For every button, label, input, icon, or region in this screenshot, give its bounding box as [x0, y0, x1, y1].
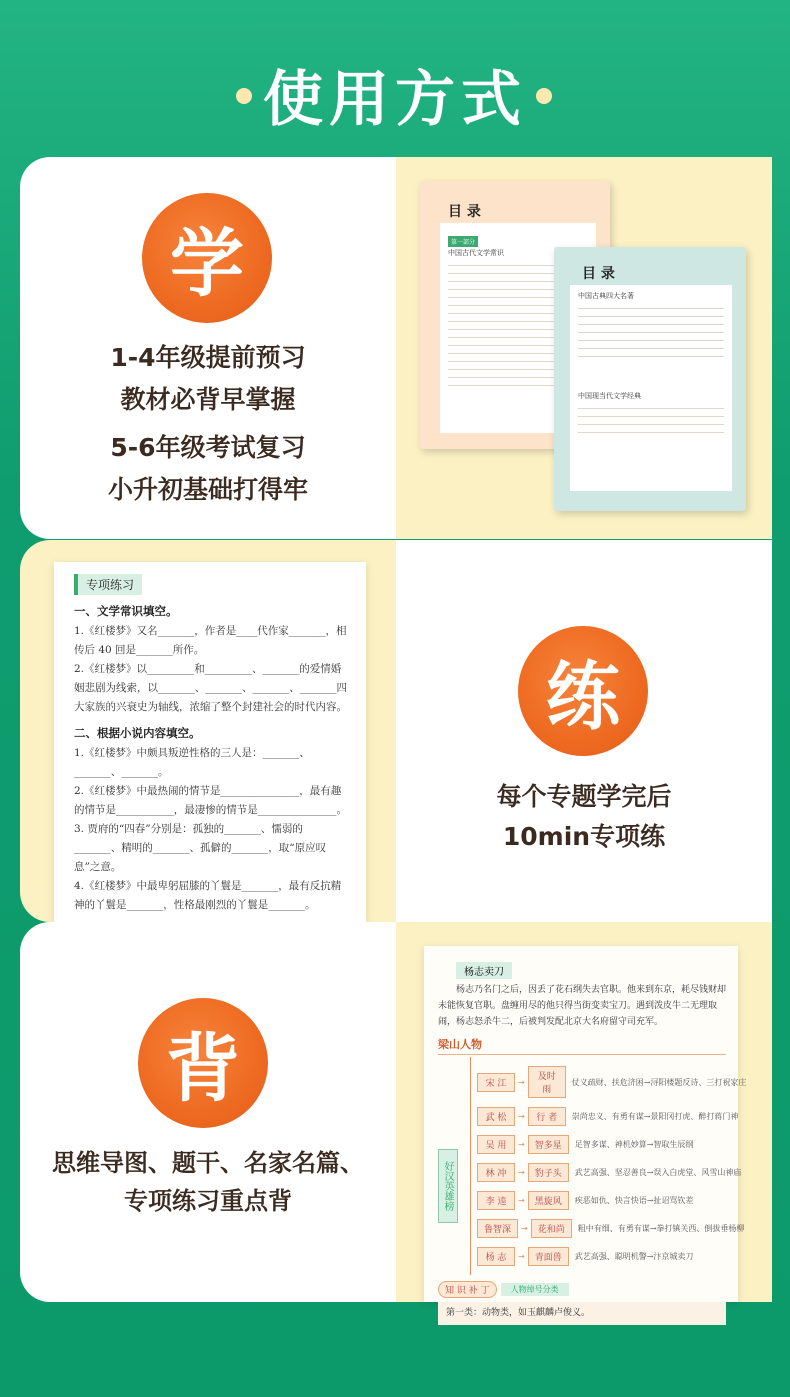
toc-sub-3: 中国现当代文学经典 — [578, 392, 641, 400]
tip-title: 人物绰号分类 — [501, 1283, 569, 1296]
worksheet-q6: 4.《红楼梦》中最卑躬屈膝的丫鬟是_______，最有反抗精神的丫鬟是_______，性格最刚烈的丫鬟是_______。 — [74, 880, 342, 911]
hero-name: 武 松 — [477, 1107, 515, 1126]
learn-line-1: 1-4年级提前预习 — [110, 343, 306, 372]
worksheet-image — [54, 562, 366, 922]
worksheet-title: 专项练习 — [74, 574, 142, 595]
practice-line-1: 每个专题学完后 — [496, 782, 672, 811]
learn-line-3: 5-6年级考试复习 — [110, 433, 306, 462]
page-title: 使用方式 — [263, 65, 527, 135]
hero-name: 杨 志 — [477, 1247, 515, 1266]
learn-line-4: 小升初基础打得牢 — [107, 475, 308, 504]
hero-nickname: 智多星 — [528, 1135, 569, 1154]
mindmap-center: 好汉英雄榜 — [438, 1149, 458, 1223]
learn-text-panel — [20, 157, 396, 539]
mindmap-row: 吴 用 → 智多星 足智多谋、神机妙算→智取生辰纲 — [477, 1135, 746, 1154]
worksheet-q1: 1.《红楼梦》又名_______，作者是____代作家_______，相传后 40 回是_______所作。 — [74, 625, 347, 656]
hero-desc: 崇尚忠义、有勇有谋→景阳冈打虎、醉打蒋门神 — [571, 1112, 739, 1121]
hero-nickname: 行 者 — [528, 1107, 566, 1126]
hero-name: 鲁智深 — [477, 1219, 518, 1238]
tip-label: 知 识 补 丁 — [438, 1281, 497, 1298]
hero-desc: 武艺高强、坚忍善良→误入白虎堂、风雪山神庙 — [574, 1168, 742, 1177]
hero-desc: 疾恶如仇、快言快语→扯诏骂钦差 — [574, 1196, 694, 1205]
mindmap-row: 武 松 → 行 者 崇尚忠义、有勇有谋→景阳冈打虎、醉打蒋门神 — [477, 1107, 746, 1126]
mindmap-row: 宋 江 → 及时雨 仗义疏财、扶危济困→浔阳楼题反诗、三打祝家庄 — [477, 1066, 746, 1098]
hero-nickname: 青面兽 — [528, 1247, 569, 1266]
worksheet-section-2: 二、根据小说内容填空。 — [74, 726, 201, 740]
hero-name: 林 冲 — [477, 1163, 515, 1182]
hero-desc: 仗义疏财、扶危济困→浔阳楼题反诗、三打祝家庄 — [571, 1077, 747, 1087]
worksheet-q3: 1.《红楼梦》中颇具叛逆性格的三人是：_______、_______、_______。 — [74, 747, 310, 778]
card-learn — [20, 157, 772, 539]
hero-nickname: 黑旋风 — [528, 1191, 569, 1210]
seal-practice: 练 — [518, 626, 648, 756]
worksheet-section-1: 一、文学常识填空。 — [74, 604, 178, 618]
mindmap-row: 杨 志 → 青面兽 武艺高强、聪明机警→汴京城卖刀 — [477, 1247, 746, 1266]
toc-heading-2: 目 录 — [582, 266, 615, 282]
hero-nickname: 及时雨 — [528, 1066, 566, 1098]
hero-desc: 武艺高强、聪明机警→汴京城卖刀 — [574, 1252, 694, 1261]
story-text: 杨志乃名门之后，因丢了花石纲失去官职。他来到东京，耗尽钱财却未能恢复官职。盘缠用尽的他只得当街变卖宝刀。遇到泼皮牛二无理取闹，杨志怒杀牛二，后被判发配北京大名府留守司充军。 — [438, 985, 727, 1027]
practice-line-2: 10min专项练 — [502, 822, 666, 851]
hero-name: 吴 用 — [477, 1135, 515, 1154]
card-recite — [20, 922, 772, 1318]
recite-line-1: 思维导图、题干、名家名篇、 — [52, 1149, 364, 1177]
recite-text-panel — [20, 922, 396, 1302]
tip-text: 第一类：动物类，如玉麒麟卢俊义。 — [438, 1302, 726, 1325]
hero-desc: 粗中有细、有勇有谋→拳打镇关西、倒拔垂杨柳 — [577, 1224, 745, 1233]
hero-nickname: 豹子头 — [528, 1163, 569, 1182]
practice-text-panel — [396, 540, 772, 922]
seal-recite: 背 — [138, 998, 268, 1128]
worksheet-q2: 2.《红楼梦》以_________和_________、_______的爱情婚姻悲剧为线索，以_______、_______、_______、_______四大家族的兴衰史为轴线，浓缩了整个封建社会的时代内容。 — [74, 663, 347, 713]
card-practice — [20, 540, 772, 922]
mindmap-row: 李 逵 → 黑旋风 疾恶如仇、快言快语→扯诏骂钦差 — [477, 1191, 746, 1210]
mindmap-row: 林 冲 → 豹子头 武艺高强、坚忍善良→误入白虎堂、风雪山神庙 — [477, 1163, 746, 1182]
mindmap-section: 梁山人物 — [438, 1036, 726, 1055]
hero-name: 李 逵 — [477, 1191, 515, 1210]
seal-learn: 学 — [142, 193, 272, 323]
worksheet-q5: 3. 贾府的“四春”分别是：孤独的_______、懦弱的_______、精明的_______、孤僻的_______，取“原应叹息”之意。 — [74, 823, 327, 873]
mindmap-rows — [470, 1057, 746, 1275]
hero-desc: 足智多谋、神机妙算→智取生辰纲 — [574, 1140, 694, 1149]
hero-nickname: 花和尚 — [531, 1219, 572, 1238]
mindmap-page — [424, 946, 747, 1318]
story-title: 杨志卖刀 — [456, 962, 512, 979]
mindmap-image-panel — [396, 922, 772, 1318]
toc-sub-2: 中国古典四大名著 — [578, 292, 634, 300]
hero-name: 宋 江 — [477, 1073, 515, 1092]
toc-image-panel — [396, 157, 772, 539]
learn-line-2: 教材必背早掌握 — [120, 385, 296, 414]
worksheet-q4: 2.《红楼梦》中最热闹的情节是_______________，最有趣的情节是___________，最凄惨的情节是_______________。 — [74, 785, 347, 816]
mindmap-row: 鲁智深 → 花和尚 粗中有细、有勇有谋→拳打镇关西、倒拔垂杨柳 — [477, 1219, 746, 1238]
toc-heading-1: 目 录 — [448, 204, 481, 220]
toc-tag: 第一部分 — [448, 236, 478, 247]
toc-sub-1: 中国古代文学常识 — [448, 249, 504, 257]
decor-dot — [536, 88, 552, 104]
recite-line-2: 专项练习重点背 — [124, 1187, 292, 1215]
toc-page-2 — [554, 247, 746, 511]
toc-list-2 — [570, 285, 732, 491]
